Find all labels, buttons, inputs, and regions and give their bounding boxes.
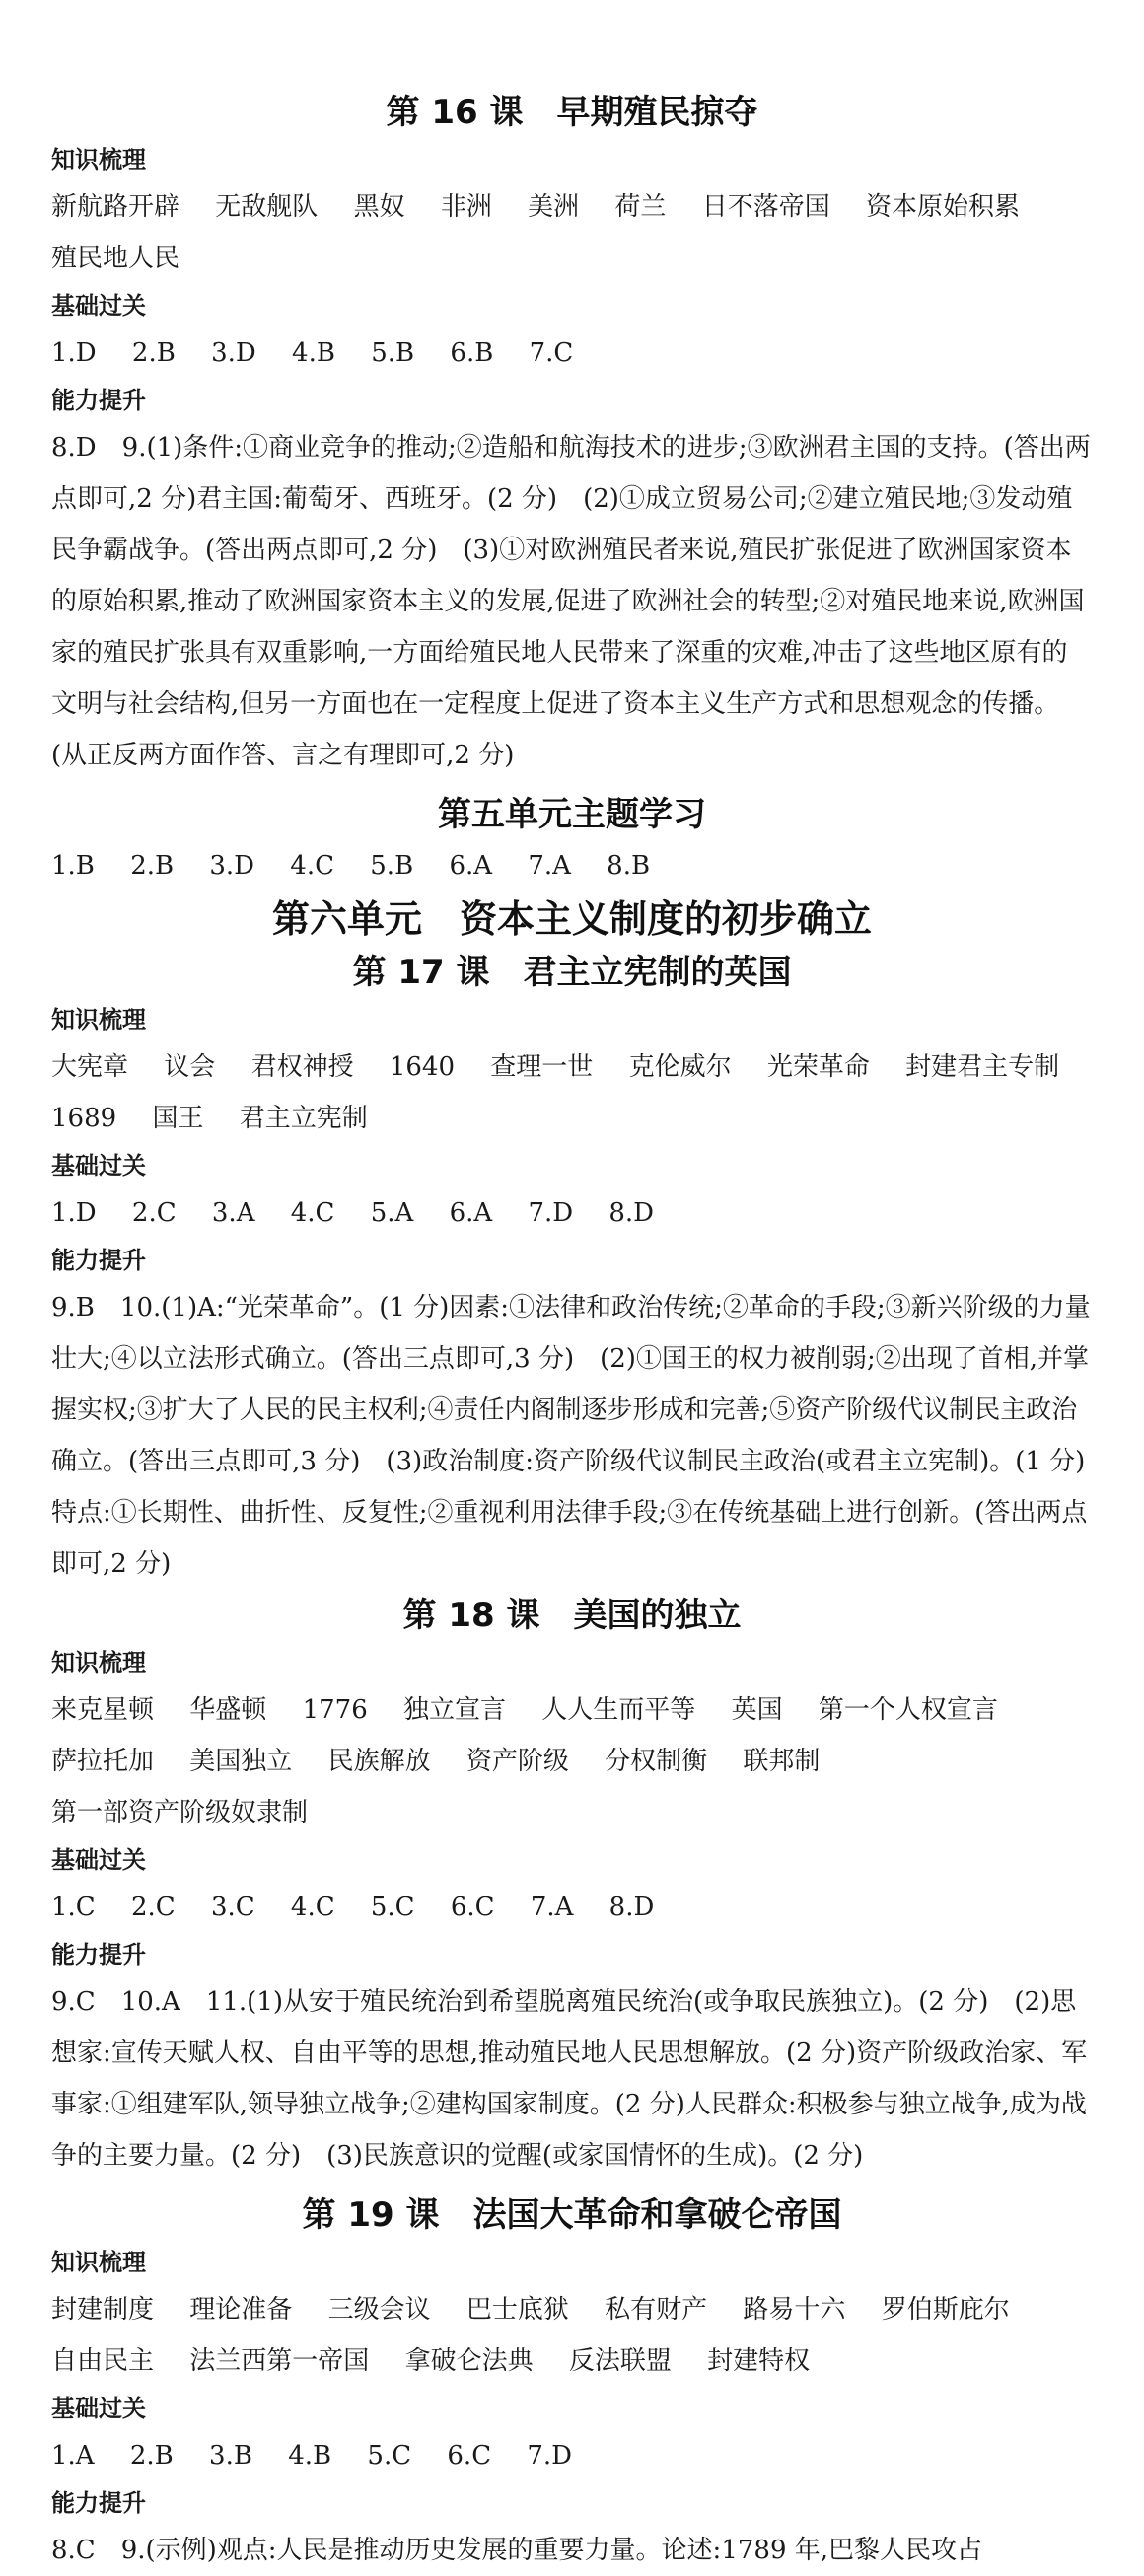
answer: 8.D — [608, 1198, 655, 1228]
lesson-16-title: 第 16 课 早期殖民掠夺 — [386, 93, 758, 132]
term: 非洲 — [440, 192, 492, 222]
lesson-16-basic-answers — [51, 327, 1093, 379]
answer: 6.A — [449, 1198, 493, 1228]
lesson-18-basic-answers — [51, 1882, 1093, 1933]
term: 来克星顿 — [51, 1695, 155, 1725]
term: 路易十六 — [743, 2295, 846, 2325]
term: 黑奴 — [353, 192, 405, 222]
term: 罗伯斯庇尔 — [881, 2295, 1010, 2325]
lesson-18-ability-heading: 能力提升 — [51, 1941, 146, 1968]
answer: 2.C — [130, 1893, 176, 1922]
lesson-18-knowledge-heading: 知识梳理 — [51, 1649, 146, 1677]
term: 美国独立 — [189, 1747, 293, 1776]
lesson-17-basic-heading: 基础过关 — [51, 1152, 146, 1180]
answer: 2.C — [131, 1198, 177, 1228]
lesson-17-basic-answers — [51, 1187, 1093, 1239]
answer: 1.B — [51, 851, 95, 881]
lesson-19-basic-heading: 基础过关 — [51, 2395, 146, 2422]
lesson-16-knowledge-heading: 知识梳理 — [51, 146, 146, 174]
term: 光荣革命 — [766, 1052, 870, 1082]
lesson-17-ability-heading: 能力提升 — [51, 1247, 146, 1274]
term: 自由民主 — [51, 2346, 155, 2376]
lesson-17-terms — [51, 1041, 1093, 1144]
answer: 8.D — [608, 1893, 655, 1922]
term: 华盛顿 — [189, 1695, 267, 1725]
term: 私有财产 — [605, 2295, 708, 2325]
term: 新航路开辟 — [51, 192, 180, 222]
term: 理论准备 — [189, 2295, 293, 2325]
answer: 5.B — [371, 338, 415, 368]
term: 法兰西第一帝国 — [189, 2346, 370, 2376]
term: 克伦威尔 — [628, 1052, 732, 1082]
term: 荷兰 — [614, 192, 667, 222]
lesson-19-title: 第 19 课 法国大革命和拿破仑帝国 — [302, 2195, 842, 2235]
term: 民族解放 — [327, 1747, 431, 1776]
lesson-17-ability-text: 9.B 10.(1)A:“光荣革命”。(1 分)因素:①法律和政治传统;②革命的手段;③新兴阶级的力量壮大;④以立法形式确立。(答出三点即可,3 分) (2)①国王的权力被削弱;②出现了首相,并掌握实权;③扩大了人民的民主权利;④责任内阁制逐步形成和完善;⑤资产阶级代议制民主政治确立。(答出三点即可,3 分) (3)政治制度:资产阶级代议制民主政治(或君主立宪制)。(1 分)特点:①长期性、曲折性、反复性;②重视利用法律手段;③在传统基础上进行创新。(答出两点即可,2 分) — [51, 1293, 1091, 1579]
unit-6-title: 第六单元 资本主义制度的初步确立 — [271, 897, 872, 941]
lesson-16-basic-heading: 基础过关 — [51, 292, 146, 320]
term: 分权制衡 — [605, 1747, 708, 1776]
answer: 6.C — [450, 1893, 495, 1922]
term: 资本原始积累 — [865, 192, 1020, 222]
answer: 4.C — [290, 1893, 335, 1922]
term: 大宪章 — [51, 1052, 129, 1082]
term: 独立宣言 — [403, 1695, 507, 1725]
term: 资产阶级 — [465, 1747, 569, 1776]
term: 封建特权 — [707, 2346, 811, 2376]
lesson-18-terms — [51, 1684, 1093, 1838]
unit-5-answers — [51, 840, 1093, 892]
term: 封建制度 — [51, 2295, 155, 2325]
term: 1776 — [302, 1695, 368, 1725]
lesson-16-ability-text: 8.D 9.(1)条件:①商业竞争的推动;②造船和航海技术的进步;③欧洲君主国的支持。(答出两点即可,2 分)君主国:葡萄牙、西班牙。(2 分) (2)①成立贸易公司;②建立殖民地;③发动殖民争霸战争。(答出两点即可,2 分) (3)①对欧洲殖民者来说,殖民扩张促进了欧洲国家资本的原始积累,推动了欧洲国家资本主义的发展,促进了欧洲社会的转型;②对殖民地来说,欧洲国家的殖民扩张具有双重影响,一方面给殖民地人民带来了深重的灾难,冲击了这些地区原有的文明与社会结构,但另一方面也在一定程度上促进了资本主义生产方式和思想观念的传播。(从正反两方面作答、言之有理即可,2 分) — [51, 433, 1091, 770]
answer: 4.C — [290, 1198, 335, 1228]
answer: 2.B — [129, 2441, 174, 2470]
lesson-16-terms — [51, 181, 1093, 284]
term: 封建君主专制 — [905, 1052, 1060, 1082]
term: 议会 — [164, 1052, 216, 1082]
term: 人人生而平等 — [541, 1695, 696, 1725]
term: 君主立宪制 — [239, 1104, 368, 1133]
answer: 3.C — [210, 1893, 255, 1922]
term: 联邦制 — [743, 1747, 821, 1776]
answer: 7.C — [529, 338, 574, 368]
term: 英国 — [731, 1695, 783, 1725]
lesson-19-terms — [51, 2284, 1093, 2387]
term: 殖民地人民 — [51, 244, 180, 273]
answer: 7.A — [530, 1893, 574, 1922]
term: 第一部资产阶级奴隶制 — [51, 1798, 309, 1827]
term: 三级会议 — [327, 2295, 431, 2325]
answer: 5.B — [370, 851, 414, 881]
answer: 3.A — [211, 1198, 255, 1228]
term: 1640 — [389, 1052, 456, 1082]
answer: 4.B — [288, 2441, 332, 2470]
answer: 2.B — [130, 851, 175, 881]
answer: 3.B — [209, 2441, 252, 2470]
answer: 3.D — [211, 338, 256, 368]
term: 无敌舰队 — [215, 192, 319, 222]
answer: 1.A — [51, 2441, 95, 2470]
answer: 1.D — [51, 338, 97, 368]
answer: 6.A — [449, 851, 493, 881]
lesson-19-basic-answers — [51, 2430, 1093, 2481]
lesson-19-knowledge-heading: 知识梳理 — [51, 2249, 146, 2276]
term: 查理一世 — [490, 1052, 594, 1082]
term: 巴士底狱 — [465, 2295, 569, 2325]
answer: 5.A — [370, 1198, 414, 1228]
answer: 8.B — [607, 851, 651, 881]
term: 1689 — [51, 1104, 117, 1133]
answer: 3.D — [209, 851, 255, 881]
answer: 4.B — [292, 338, 335, 368]
lesson-19-ability-text: 8.C 9.(示例)观点:人民是推动历史发展的重要力量。论述:1789 年,巴黎人民攻占 — [51, 2536, 983, 2565]
lesson-17-title: 第 17 课 君主立宪制的英国 — [352, 953, 792, 992]
answer: 7.D — [528, 1198, 574, 1228]
term: 萨拉托加 — [51, 1747, 155, 1776]
lesson-17-knowledge-heading: 知识梳理 — [51, 1006, 146, 1034]
lesson-16-ability-heading: 能力提升 — [51, 387, 146, 414]
term: 国王 — [152, 1104, 204, 1133]
term: 美洲 — [528, 192, 580, 222]
term: 第一个人权宣言 — [818, 1695, 998, 1725]
term: 拿破仑法典 — [404, 2346, 534, 2376]
unit-5-title: 第五单元主题学习 — [438, 795, 706, 834]
lesson-19-ability-heading: 能力提升 — [51, 2489, 146, 2517]
answer: 4.C — [290, 851, 334, 881]
term: 反法联盟 — [568, 2346, 672, 2376]
answer: 5.C — [367, 2441, 412, 2470]
answer: 1.D — [51, 1198, 97, 1228]
term: 日不落帝国 — [701, 192, 830, 222]
lesson-18-basic-heading: 基础过关 — [51, 1846, 146, 1874]
answer: 7.D — [527, 2441, 573, 2470]
answer: 5.C — [370, 1893, 415, 1922]
lesson-18-ability-text: 9.C 10.A 11.(1)从安于殖民统治到希望脱离殖民统治(或争取民族独立)。(2 分) (2)思想家:宣传天赋人权、自由平等的思想,推动殖民地人民思想解放。(2 分)资产阶级政治家、军事家:①组建军队,领导独立战争;②建构国家制度。(2 分)人民群众:积极参与独立战争,成为战争的主要力量。(2 分) (3)民族意识的觉醒(或家国情怀的生成)。(2 分) — [51, 1987, 1088, 2171]
term: 君权神授 — [250, 1052, 354, 1082]
answer: 6.B — [450, 338, 494, 368]
answer: 6.C — [447, 2441, 492, 2470]
lesson-18-title: 第 18 课 美国的独立 — [402, 1596, 742, 1635]
answer: 2.B — [131, 338, 176, 368]
answer: 7.A — [528, 851, 571, 881]
answer: 1.C — [51, 1893, 96, 1922]
